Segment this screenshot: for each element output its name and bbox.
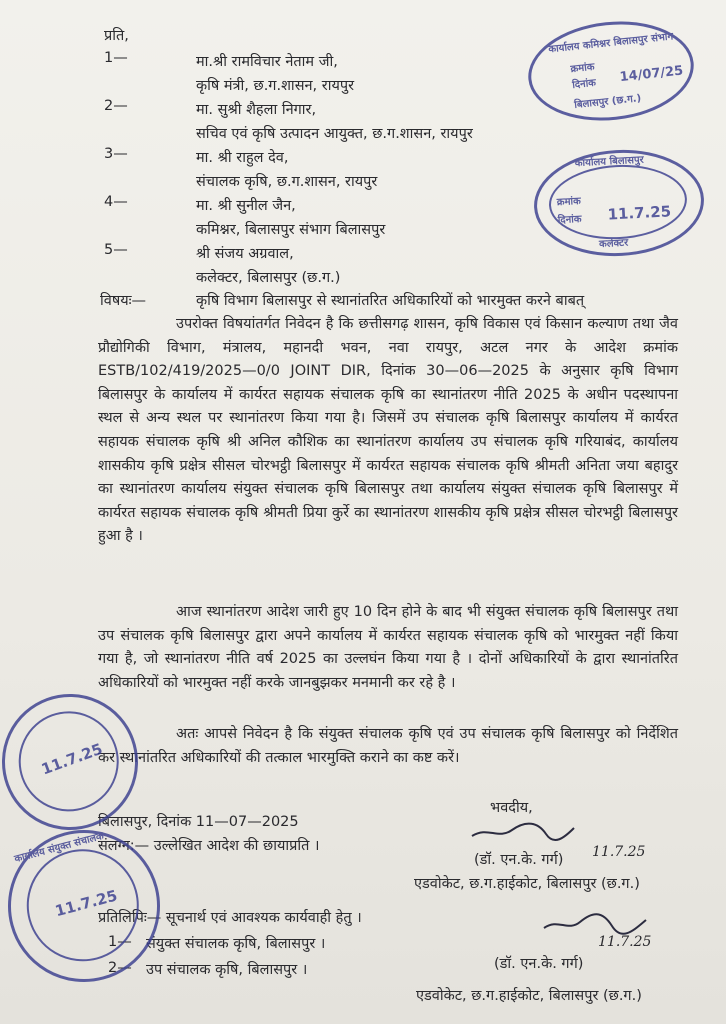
recipient-5-number: 5— (104, 242, 128, 258)
place-date: बिलासपुर, दिनांक 11—07—2025 (98, 814, 299, 830)
stamp-2-city: कलेक्टर (598, 237, 629, 251)
subject-label: विषयः— (100, 293, 147, 309)
stamp-4-date: 11.7.25 (53, 886, 120, 921)
signer2-name: (डॉ. एन.के. गर्ग) (494, 956, 584, 972)
body-paragraph-3-text: अतः आपसे निवेदन है कि संयुक्त संचालक कृषि एवं उप संचालक कृषि बिलासपुर को निर्देशित कर स्थानांतरित अधिकारियों की तत्काल भारमुक्ति कराने का कष्ट करें। (98, 726, 678, 766)
enclosure-note: संलग्न:— उल्लेखित आदेश की छायाप्रति । (98, 838, 320, 854)
to-heading: प्रति, (104, 28, 129, 44)
recipient-5-name: श्री संजय अग्रवाल, (196, 246, 294, 262)
recipient-4-number: 4— (104, 194, 128, 210)
recipient-4-designation: कमिश्नर, बिलासपुर संभाग बिलासपुर (196, 222, 386, 238)
copy-label: प्रतिलिपिः— सूचनार्थ एवं आवश्यक कार्यवाही हेतु । (98, 910, 362, 926)
body-paragraph-1 (98, 313, 678, 549)
recipient-5-designation: कलेक्टर, बिलासपुर (छ.ग.) (196, 270, 341, 286)
signature-date-2: 11.7.25 (598, 934, 652, 950)
copy-item-2-number: 2— (108, 960, 132, 976)
recipient-2-designation: सचिव एवं कृषि उत्पादन आयुक्त, छ.ग.शासन, रायपुर (196, 126, 473, 142)
stamp-1-date: 14/07/25 (618, 63, 684, 86)
recipient-2-name: मा. सुश्री शैहला निगार, (196, 102, 317, 118)
recipient-3-number: 3— (104, 146, 128, 162)
body-paragraph-2-text: आज स्थानांतरण आदेश जारी हुए 10 दिन होने के बाद भी संयुक्त संचालक कृषि बिलासपुर तथा उप संचालक कृषि बिलासपुर द्वारा अपने कार्यालय में कार्यरत सहायक संचालक कृषि को भारमुक्त नहीं किया गया है, जो स्थानांतरण नीति वर्ष 2025 का उल्लघंन किया गया है । दोनों अधिकारियों के द्वारा स्थानांतरित अधिकारियों को भारमुक्त नहीं करके जानबुझकर मनमानी कर रहे है । (98, 604, 678, 691)
stamp-collector-office (531, 146, 706, 261)
stamp-3-date: 11.7.25 (38, 739, 105, 779)
recipient-2-number: 2— (104, 98, 128, 114)
stamp-2-date: 11.7.25 (607, 202, 672, 224)
stamp-1-city: बिलासपुर (छ.ग.) (573, 93, 642, 111)
subject-text: कृषि विभाग बिलासपुर से स्थानांतरित अधिकारियों को भारमुक्त करने बाबत् (196, 293, 585, 309)
signer2-designation: एडवोकेट, छ.ग.हाईकोट, बिलासपुर (छ.ग.) (416, 988, 642, 1004)
signature-date-1: 11.7.25 (592, 844, 646, 860)
stamp-4-org: कार्यालय संयुक्त संचालक (13, 830, 105, 866)
recipient-3-name: मा. श्री राहुल देव, (196, 150, 289, 166)
copy-item-1-number: 1— (108, 934, 132, 950)
stamp-2-kramank: क्रमांक (556, 196, 582, 209)
recipient-1-number: 1— (104, 50, 128, 66)
stamp-1-kramank: क्रमांक (570, 61, 596, 76)
signer-name: (डॉ. एन.के. गर्ग) (474, 852, 564, 868)
recipient-1-name: मा.श्री रामविचार नेताम जी, (196, 54, 338, 70)
signature-1 (468, 818, 578, 844)
copy-item-1-text: संयुक्त संचालक कृषि, बिलासपुर । (146, 936, 326, 952)
recipient-3-designation: संचालक कृषि, छ.ग.शासन, रायपुर (196, 174, 378, 190)
stamp-2-dinank: दिनांक (557, 213, 582, 227)
body-paragraph-3 (98, 723, 678, 770)
stamp-1-org: कार्यालय कमिश्नर बिलासपुर संभाग (547, 31, 674, 56)
stamp-commissioner-office (523, 14, 698, 129)
recipient-1-designation: कृषि मंत्री, छ.ग.शासन, रायपुर (196, 78, 355, 94)
sign-off: भवदीय, (490, 800, 533, 816)
stamp-2-org: कार्यालय बिलासपुर (574, 154, 645, 170)
recipient-4-name: मा. श्री सुनील जैन, (196, 198, 296, 214)
body-paragraph-1-text: उपरोक्त विषयांतर्गत निवेदन है कि छत्तीसगढ़ शासन, कृषि विकास एवं किसान कल्याण तथा जैव प्रौद्योगिकी विभाग, मंत्रालय, महानदी भवन, नवा रायपुर, अटल नगर के आदेश क्रमांक ESTB/102/419/2025—0/0 JOINT DIR, दिनांक 30—06—2025 के अनुसार कृषि विभाग बिलासपुर के कार्यालय में कार्यरत सहायक संचालक कृषि का स्थानांतरण नीति 2025 के अधीन पदस्थापना स्थल से अन्य स्थल पर स्थानांतरण किया गया है। जिसमें उप संचालक कृषि बिलासपुर कार्यालय में कार्यरत सहायक संचालक कृषि श्री अनिल कौशिक का स्थानांतरण कार्यालय उप संचालक कृषि गरियाबंद, कार्यालय शासकीय कृषि प्रक्षेत्र सीसल चोरभट्ठी बिलासपुर में कार्यरत सहायक संचालक कृषि श्रीमती अनिता जया बहादुर का स्थानांतरण कार्यालय संयुक्त संचालक कृषि बिलासपुर तथा कार्यालय संयुक्त संचालक कृषि बिलासपुर में कार्यरत सहायक संचालक कृषि श्रीमती प्रिया कुर्रे का स्थानांतरण शासकीय कृषि प्रक्षेत्र सीसल चोरभट्ठी बिलासपुर हुआ है । (98, 316, 678, 545)
signer-designation: एडवोकेट, छ.ग.हाईकोट, बिलासपुर (छ.ग.) (414, 876, 640, 892)
body-paragraph-2 (98, 601, 678, 695)
copy-item-2-text: उप संचालक कृषि, बिलासपुर । (146, 962, 308, 978)
stamp-1-dinank: दिनांक (571, 77, 597, 92)
